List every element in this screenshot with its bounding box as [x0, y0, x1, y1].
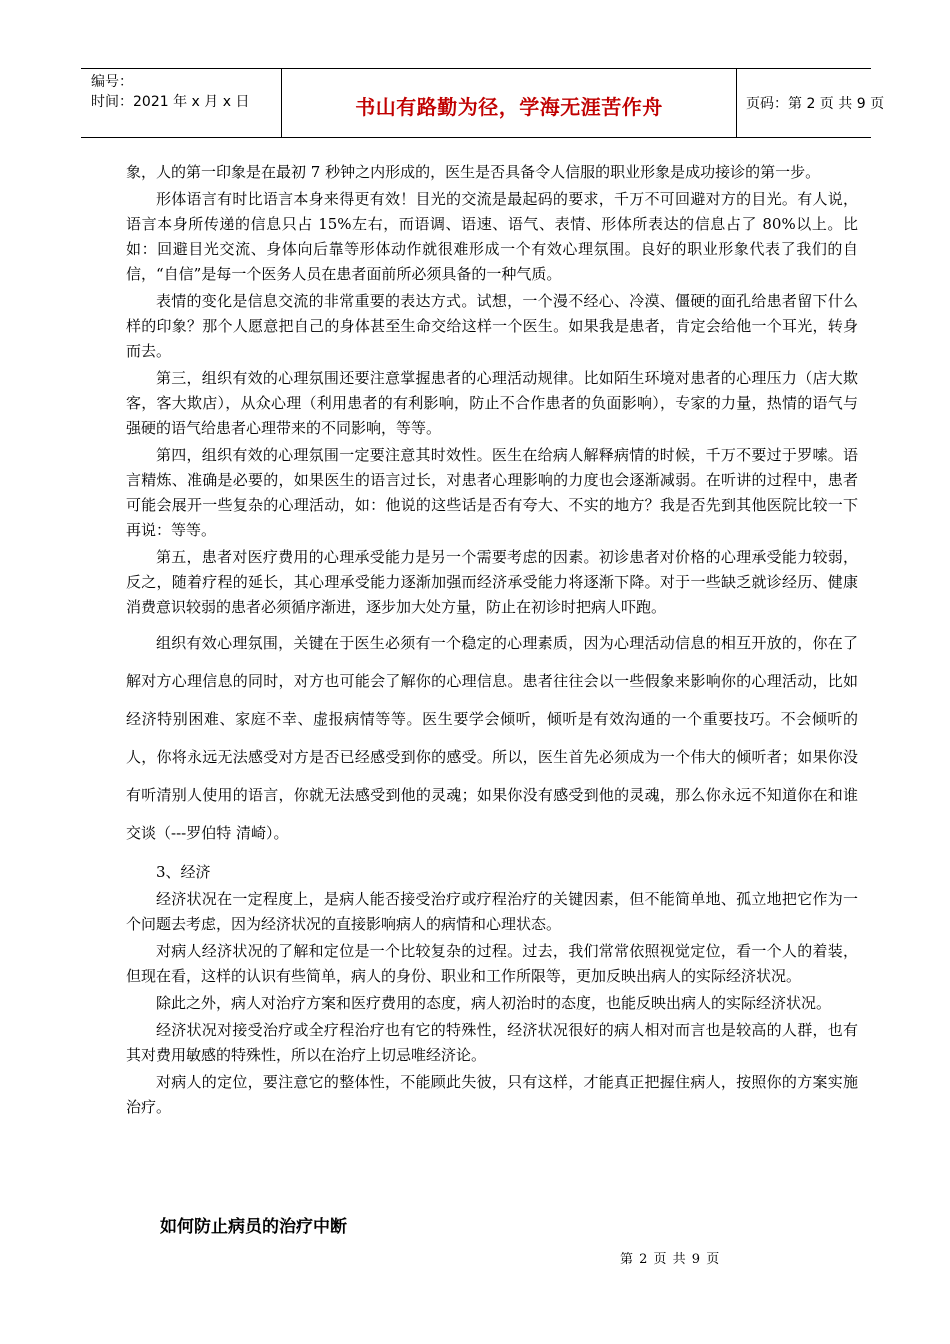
- paragraph: 形体语言有时比语言本身来得更有效！目光的交流是最起码的要求，千万不可回避对方的目光。有人说，语言本身所传递的信息只占 15%左右，而语调、语速、语气、表情、形体所表达的信息占了 80%以上。比如：回避目光交流、身体向后靠等形体动作就很难形成一个有效心理氛围。良好的职业形象代表了我们的自信，“自信”是每一个医务人员在患者面前所必须具备的一种气质。: [126, 190, 858, 283]
- paragraph: 对病人经济状况的了解和定位是一个比较复杂的过程。过去，我们常常依照视觉定位，看一个人的着装，但现在看，这样的认识有些简单，病人的身份、职业和工作所限等，更加反映出病人的实际经济状况。: [126, 942, 858, 985]
- header-table: [81, 68, 885, 138]
- header-page-label: 页码：第 2 页 共 9 页: [746, 96, 885, 112]
- paragraph: 第四，组织有效的心理氛围一定要注意其时效性。医生在给病人解释病情的时候，千万不要过于罗嗦。语言精炼、准确是必要的，如果医生的语言过长，对患者心理影响的力度也会逐渐减弱。在听讲的过程中，患者可能会展开一些复杂的心理活动，如：他说的这些话是否有夸大、不实的地方？我是否先到其他医院比较一下再说：等等。: [126, 446, 858, 539]
- paragraph: 组织有效心理氛围，关键在于医生必须有一个稳定的心理素质，因为心理活动信息的相互开放的，你在了解对方心理信息的同时，对方也可能会了解你的心理信息。患者往往会以一些假象来影响你的心理活动，比如经济特别困难、家庭不幸、虚报病情等等。医生要学会倾听，倾听是有效沟通的一个重要技巧。不会倾听的人，你将永远无法感受对方是否已经感受到你的感受。所以，医生首先必须成为一个伟大的倾听者；如果你没有听清别人使用的语言，你就无法感受到他的灵魂；如果你没有感受到他的灵魂，那么你永远不知道你在和谁交谈（---罗伯特 清崎）。: [126, 634, 858, 842]
- header-page-cell: [736, 69, 885, 137]
- document-body: [126, 160, 858, 1122]
- header-info-cell: [81, 69, 281, 137]
- page-footer: 第 2 页 共 9 页: [620, 1252, 721, 1267]
- paragraph: 第五，患者对医疗费用的心理承受能力是另一个需要考虑的因素。初诊患者对价格的心理承受能力较弱，反之，随着疗程的延长，其心理承受能力逐渐加强而经济承受能力将逐渐下降。对于一些缺乏就诊经历、健康消费意识较弱的患者必须循序渐进，逐步加大处方量，防止在初诊时把病人吓跑。: [126, 548, 858, 616]
- paragraph: 除此之外，病人对治疗方案和医疗费用的态度，病人初治时的态度，也能反映出病人的实际经济状况。: [156, 994, 832, 1012]
- paragraph: 表情的变化是信息交流的非常重要的表达方式。试想，一个漫不经心、冷漠、僵硬的面孔给患者留下什么样的印象？那个人愿意把自己的身体甚至生命交给这样一个医生。如果我是患者，肯定会给他一个耳光，转身而去。: [126, 292, 858, 360]
- header-motto-cell: [281, 69, 737, 137]
- paragraph: 象，人的第一印象是在最初 7 秒钟之内形成的，医生是否具备令人信服的职业形象是成功接诊的第一步。: [126, 163, 821, 181]
- section-heading: 3、经济: [156, 863, 211, 881]
- paragraph: 对病人的定位，要注意它的整体性，不能顾此失彼，只有这样，才能真正把握住病人，按照你的方案实施治疗。: [126, 1073, 858, 1116]
- paragraph: 经济状况在一定程度上，是病人能否接受治疗或疗程治疗的关键因素，但不能简单地、孤立地把它作为一个问题去考虑，因为经济状况的直接影响病人的病情和心理状态。: [126, 890, 858, 933]
- paragraph: 经济状况对接受治疗或全疗程治疗也有它的特殊性，经济状况很好的病人相对而言也是较高的人群，也有其对费用敏感的特殊性，所以在治疗上切忌唯经济论。: [126, 1021, 858, 1064]
- paragraph: 第三，组织有效的心理氛围还要注意掌握患者的心理活动规律。比如陌生环境对患者的心理压力（店大欺客，客大欺店），从众心理（利用患者的有利影响，防止不合作患者的负面影响），专家的力量，热情的语气与强硬的语气给患者心理带来的不同影响，等等。: [126, 369, 858, 437]
- section-title: 如何防止病员的治疗中断: [160, 1217, 347, 1237]
- document-time-label: 时间：2021 年 x 月 x 日: [91, 94, 250, 110]
- header-motto: 书山有路勤为径，学海无涯苦作舟: [355, 95, 663, 119]
- document-number-label: 编号：: [91, 74, 133, 90]
